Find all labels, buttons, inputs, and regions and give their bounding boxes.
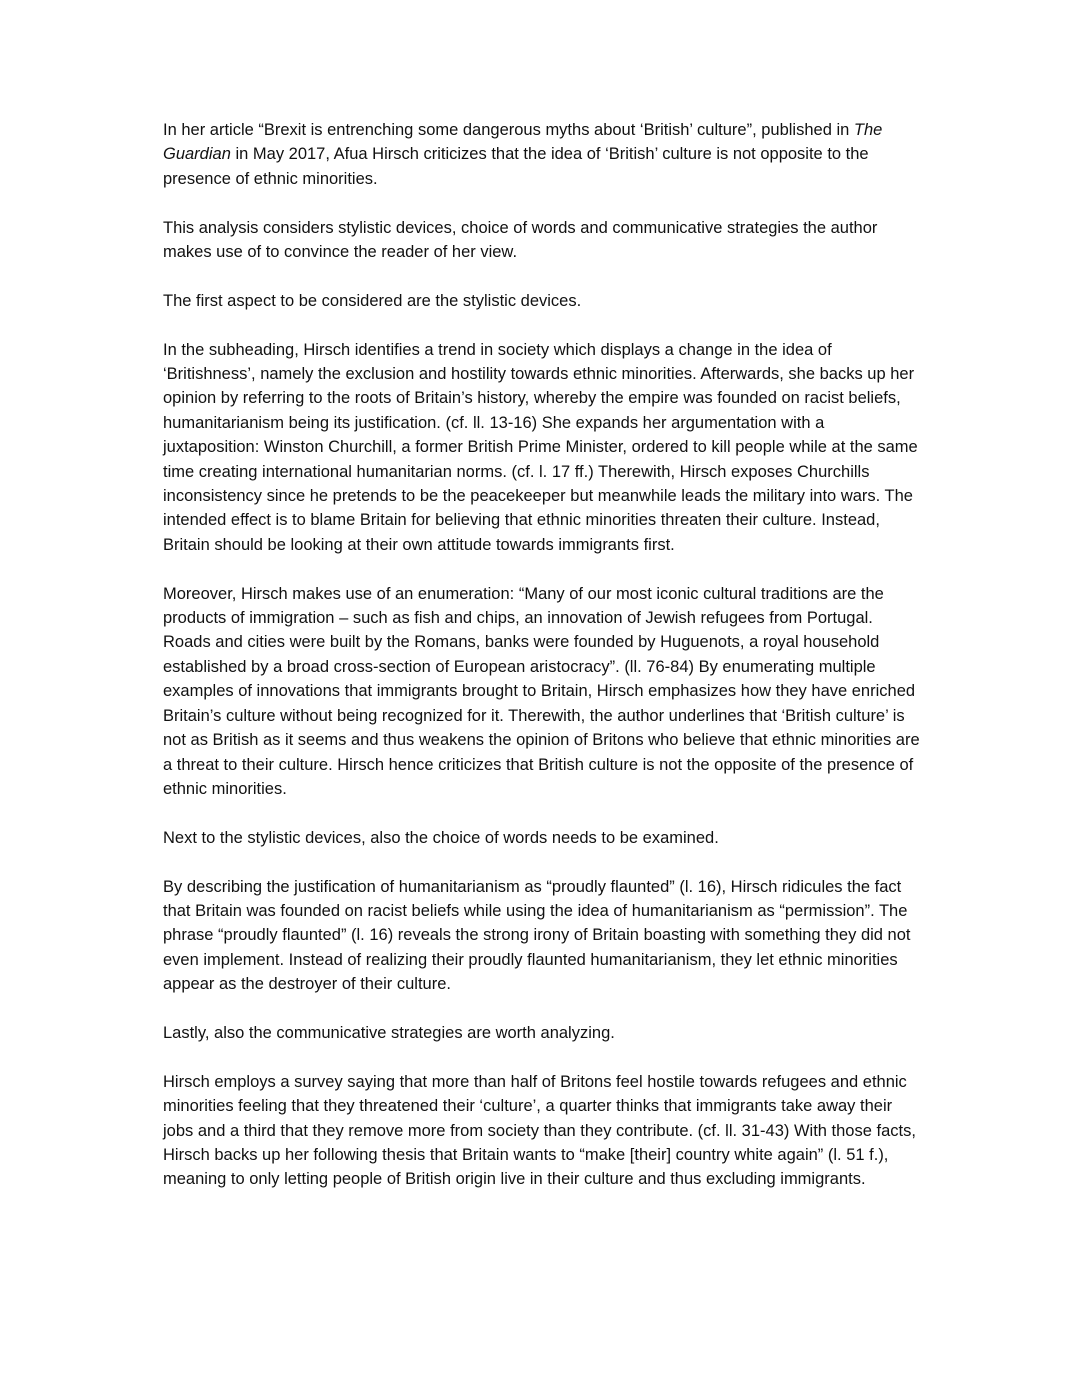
paragraph-survey: Hirsch employs a survey saying that more than half of Britons feel hostile towards refugees and ethnic minorities feeling that they threatened their ‘culture’, a quarter thinks that immigrants take away their jobs and a third that they remove more from society than they contribute. (cf. ll. 31-43) With those facts, Hirsch backs up her following thesis that Britain wants to “make [their] country white again” (l. 51 f.), meaning to only letting people of British origin live in their culture and thus excluding immigrants. [163,1072,916,1189]
intro-paragraph [163,118,923,191]
paragraph-enumeration: Moreover, Hirsch makes use of an enumeration: “Many of our most iconic cultural traditions are the products of immigration – such as fish and chips, an innovation of Jewish refugees from Portugal. Roads and cities were built by the Romans, banks were founded by Huguenots, a royal household established by a broad cross-section of European aristocracy”. (ll. 76-84) By enumerating multiple examples of innovations that immigrants brought to Britain, Hirsch emphasizes how they have enriched Britain’s culture without being recognized for it. Therewith, the author underlines that ‘British culture’ is not as British as it seems and thus weakens the opinion of Britons who believe that ethnic minorities are a threat to their culture. Hirsch hence criticizes that British culture is not the opposite of the presence of ethnic minorities. [163,584,920,798]
paragraph-subheading-analysis: In the subheading, Hirsch identifies a trend in society which displays a change in the idea of ‘Britishness’, namely the exclusion and hostility towards ethnic minorities. Afterwards, she backs up her opinion by referring to the roots of Britain’s history, whereby the empire was founded on racist beliefs, humanitarianism being its justification. (cf. ll. 13-16) She expands her argumentation with a juxtaposition: Winston Churchill, a former British Prime Minister, ordered to kill people while at the same time creating international humanitarian norms. (cf. l. 17 ff.) Therewith, Hirsch exposes Churchills inconsistency since he pretends to be the peacekeeper but meanwhile leads the military into wars. The intended effect is to blame Britain for believing that ethnic minorities threaten their culture. Instead, Britain should be looking at their own attitude towards immigrants first. [163,340,918,554]
document-body [163,118,923,1192]
paragraph-scope: This analysis considers stylistic devices, choice of words and communicative strategies the author makes use of to convince the reader of her view. [163,218,878,262]
paragraph-stylistic-heading: The first aspect to be considered are the stylistic devices. [163,291,582,310]
intro-text-start: In her article “Brexit is entrenching some dangerous myths about ‘British’ culture”, published in [163,121,854,139]
intro-text-end: in May 2017, Afua Hirsch criticizes that the idea of ‘British’ culture is not opposite to the presence of ethnic minorities. [163,145,869,188]
paragraph-proudly-flaunted: By describing the justification of humanitarianism as “proudly flaunted” (l. 16), Hirsch ridicules the fact that Britain was founded on racist beliefs while using the idea of humanitarianism as “permission”. The phrase “proudly flaunted” (l. 16) reveals the strong irony of Britain boasting with something they did not even implement. Instead of realizing their proudly flaunted humanitarianism, they let ethnic minorities appear as the destroyer of their culture. [163,877,911,994]
publication-name: The Guardian [163,121,883,164]
paragraph-strategies-heading: Lastly, also the communicative strategies are worth analyzing. [163,1023,615,1042]
paragraph-word-choice-heading: Next to the stylistic devices, also the choice of words needs to be examined. [163,828,719,847]
